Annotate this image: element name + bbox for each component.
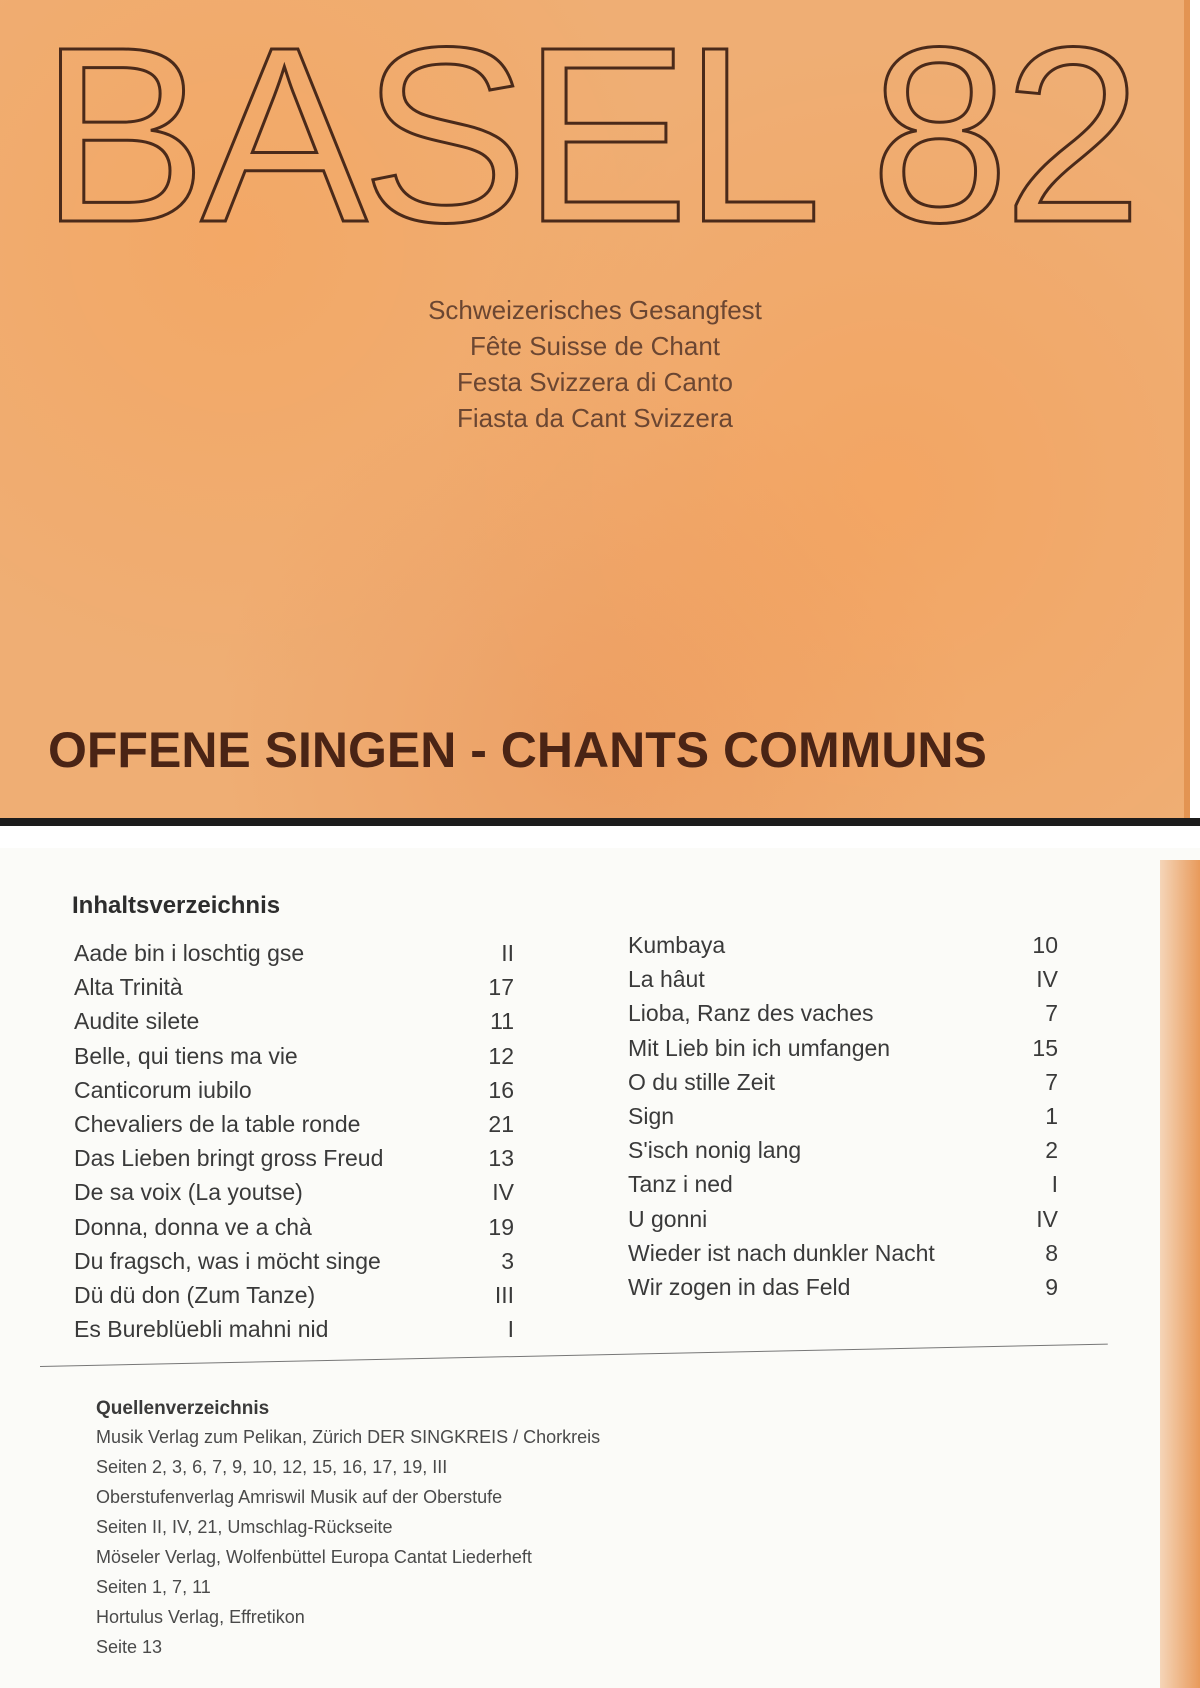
toc-entry bbox=[74, 1039, 514, 1073]
toc-entry-title: Canticorum iubilo bbox=[74, 1076, 252, 1103]
toc-entry-page: 7 bbox=[1045, 1000, 1058, 1027]
toc-entry-page: 13 bbox=[488, 1145, 514, 1172]
toc-entry-title: U gonni bbox=[628, 1205, 708, 1232]
toc-right-column bbox=[628, 928, 1058, 1304]
toc-entry-page: 10 bbox=[1032, 932, 1058, 958]
toc-heading: Inhaltsverzeichnis bbox=[72, 892, 281, 919]
cover bbox=[0, 0, 1190, 820]
toc-entry bbox=[74, 1175, 514, 1209]
toc-entry-title: De sa voix (La youtse) bbox=[74, 1179, 303, 1206]
toc-entry bbox=[74, 1244, 514, 1278]
toc-entry-page: II bbox=[501, 940, 514, 966]
toc-entry-page: 11 bbox=[490, 1008, 514, 1035]
toc-entry bbox=[74, 1312, 514, 1346]
toc-entry-page: IV bbox=[1036, 1205, 1058, 1232]
toc-entry-title: Donna, donna ve a chà bbox=[74, 1213, 312, 1240]
toc-entry-title: Mit Lieb bin ich umfangen bbox=[628, 1034, 891, 1061]
toc-entry-title: Es Bureblüebli mahni nid bbox=[74, 1316, 329, 1343]
toc-entry-title: Chevaliers de la table ronde bbox=[74, 1110, 361, 1137]
toc-entry bbox=[74, 1278, 514, 1312]
toc-entry-page: 21 bbox=[488, 1110, 514, 1137]
source-line: Möseler Verlag, Wolfenbüttel Europa Cantat Liederheft bbox=[96, 1547, 532, 1567]
toc-entry-title: S'isch nonig lang bbox=[628, 1137, 802, 1164]
toc-entry-title: Du fragsch, was i möcht singe bbox=[74, 1247, 381, 1274]
toc-entry-page: 1 bbox=[1045, 1102, 1058, 1129]
toc-entry bbox=[74, 1107, 514, 1141]
cover-subtitle: OFFENE SINGEN - CHANTS COMMUNS bbox=[48, 722, 987, 778]
toc-entry bbox=[74, 936, 514, 970]
toc-entry-page: I bbox=[1051, 1171, 1058, 1198]
festival-name-de: Schweizerisches Gesangfest bbox=[428, 295, 762, 325]
sources bbox=[96, 1398, 896, 1662]
source-line: Oberstufenverlag Amriswil Musik auf der Oberstufe bbox=[96, 1487, 503, 1507]
source-line: Seite 13 bbox=[96, 1637, 163, 1657]
toc-entry-title: Audite silete bbox=[74, 1008, 200, 1035]
toc-entry-title: Lioba, Ranz des vaches bbox=[628, 1000, 874, 1027]
toc-entry-title: Wir zogen in das Feld bbox=[628, 1273, 851, 1300]
toc-entry-title: Alta Trinità bbox=[74, 974, 183, 1001]
cover-title: BASEL 82 bbox=[40, 0, 1137, 274]
toc-entry-page: IV bbox=[492, 1179, 514, 1206]
toc-entry-title: Tanz i ned bbox=[628, 1171, 733, 1198]
toc-entry-title: Wieder ist nach dunkler Nacht bbox=[628, 1239, 935, 1266]
toc-entry-title: Aade bin i loschtig gse bbox=[74, 940, 305, 966]
toc-entry-title: Kumbaya bbox=[628, 932, 726, 958]
toc-entry bbox=[628, 1031, 1058, 1065]
toc-entry-title: Belle, qui tiens ma vie bbox=[74, 1042, 298, 1069]
toc-entry bbox=[628, 1270, 1058, 1304]
toc-entry-page: 2 bbox=[1045, 1137, 1058, 1164]
cover-edge-shadow bbox=[0, 818, 1200, 826]
toc-entry-page: I bbox=[507, 1316, 514, 1343]
toc-entry bbox=[628, 1202, 1058, 1236]
toc-entry-page: 8 bbox=[1045, 1239, 1058, 1266]
sources-heading: Quellenverzeichnis bbox=[96, 1398, 270, 1419]
toc-entry bbox=[74, 1210, 514, 1244]
toc-entry bbox=[628, 996, 1058, 1030]
toc-entry-page: 15 bbox=[1032, 1034, 1058, 1061]
toc-entry-page: 12 bbox=[488, 1042, 514, 1069]
toc-entry bbox=[74, 1141, 514, 1175]
source-line: Seiten 1, 7, 11 bbox=[96, 1577, 211, 1597]
toc-entry bbox=[628, 1133, 1058, 1167]
toc-entry bbox=[628, 1236, 1058, 1270]
toc-entry bbox=[628, 962, 1058, 996]
toc-entry-title: Sign bbox=[628, 1102, 675, 1129]
toc-entry-title: Dü dü don (Zum Tanze) bbox=[74, 1281, 316, 1308]
toc-left-column bbox=[74, 936, 514, 1346]
source-line: Seiten II, IV, 21, Umschlag-Rückseite bbox=[96, 1517, 393, 1537]
source-line: Seiten 2, 3, 6, 7, 9, 10, 12, 15, 16, 17, 19, III bbox=[96, 1457, 448, 1477]
toc-entry-title: La hâut bbox=[628, 966, 705, 993]
toc-entry bbox=[628, 928, 1058, 962]
toc-entry bbox=[74, 970, 514, 1004]
toc-entry-page: 9 bbox=[1045, 1273, 1058, 1300]
toc-entry-page: 16 bbox=[488, 1076, 514, 1103]
toc-entry bbox=[74, 1004, 514, 1038]
page-edge bbox=[1160, 860, 1200, 1688]
festival-name-it: Festa Svizzera di Canto bbox=[456, 367, 733, 397]
toc-entry-title: O du stille Zeit bbox=[628, 1068, 775, 1095]
festival-name-fr: Fête Suisse de Chant bbox=[469, 331, 721, 361]
source-line: Musik Verlag zum Pelikan, Zürich DER SINGKREIS / Chorkreis bbox=[96, 1427, 601, 1447]
source-line: Hortulus Verlag, Effretikon bbox=[96, 1607, 305, 1627]
toc-entry-page: 19 bbox=[488, 1213, 514, 1240]
toc-entry-page: III bbox=[494, 1281, 514, 1308]
festival-name-rm: Fiasta da Cant Svizzera bbox=[456, 403, 733, 433]
toc-entry-page: 3 bbox=[501, 1247, 514, 1274]
toc-entry bbox=[628, 1167, 1058, 1201]
toc-entry bbox=[628, 1065, 1058, 1099]
toc-entry bbox=[74, 1073, 514, 1107]
toc-entry bbox=[628, 1099, 1058, 1133]
festival-names bbox=[395, 292, 795, 436]
toc-entry-page: IV bbox=[1036, 966, 1058, 993]
toc-entry-page: 7 bbox=[1045, 1068, 1058, 1095]
toc-entry-page: 17 bbox=[488, 974, 514, 1001]
toc-entry-title: Das Lieben bringt gross Freud bbox=[74, 1145, 384, 1172]
